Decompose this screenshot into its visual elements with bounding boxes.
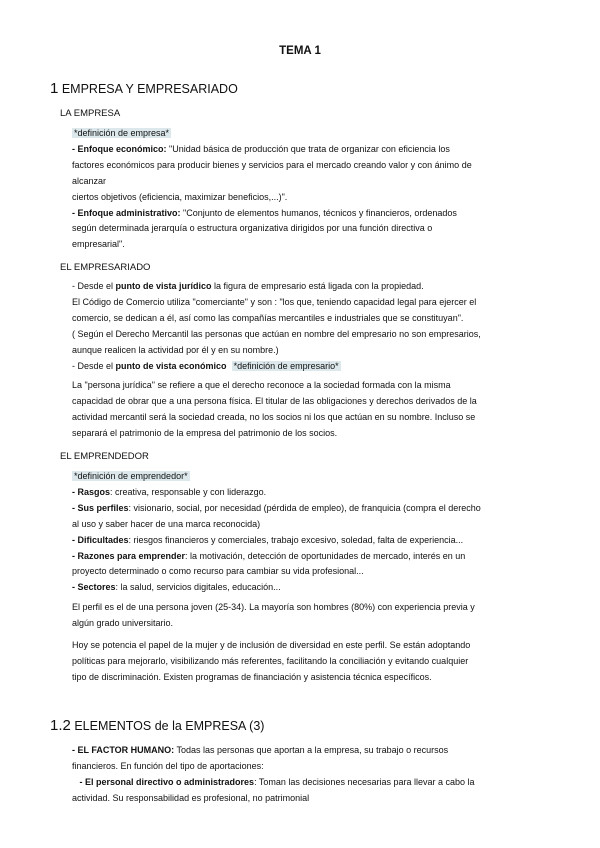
text-line: aunque realicen la actividad por él y en su nombre.) xyxy=(72,344,279,355)
perfil-paragraph xyxy=(72,600,527,632)
text-line: tipo de discriminación. Existen programas de financiación y asistencia técnica específicos. xyxy=(72,671,432,682)
text-line: La "persona jurídica" se refiere a que el derecho reconoce a la sociedad formada con la misma xyxy=(72,380,451,390)
rasgos-text: : creativa, responsable y con liderazgo. xyxy=(110,486,267,497)
punto-vista-economico: punto de vista económico xyxy=(115,360,227,371)
dificultades-text: : riesgos financieros y comerciales, trabajo excesivo, soledad, falta de experiencia... xyxy=(128,534,464,545)
perfiles-text: : visionario, social, por necesidad (pérdida de empleo), de franquicia (compra el derecho xyxy=(128,502,481,513)
text-line: factores económicos para producir bienes y servicios para el mercado creando valor y con ánimo de xyxy=(72,159,472,170)
text-line: capacidad de obrar que a una persona física. El titular de las obligaciones y derechos derivados de la xyxy=(72,395,477,406)
section-1-heading xyxy=(50,80,238,97)
section-1-2-title: ELEMENTOS de la EMPRESA (3) xyxy=(74,719,265,733)
dificultades-label: - Dificultades xyxy=(72,534,129,545)
section-1-number: 1 xyxy=(50,80,59,97)
section-1-title: EMPRESA Y EMPRESARIADO xyxy=(61,82,238,96)
subheading-el-emprendedor: EL EMPRENDEDOR xyxy=(60,451,149,462)
text-line: actividad. Su responsabilidad es profesional, no patrimonial xyxy=(72,792,310,803)
text-line: ( Según el Derecho Mercantil las personas que actúan en nombre del empresario no son empresarios, xyxy=(72,328,481,339)
document-title: TEMA 1 xyxy=(279,45,321,57)
sectores-label: - Sectores xyxy=(72,582,116,593)
enfoque-economico-text: "Unidad básica de producción que trata de organizar con eficiencia los xyxy=(166,143,450,154)
emprendedor-list xyxy=(72,469,527,596)
text-line: financieros. En función del tipo de aportaciones: xyxy=(72,760,264,771)
factor-humano-text: Todas las personas que aportan a la empresa, su trabajo o recursos xyxy=(174,745,449,755)
enfoque-administrativo-label: - Enfoque administrativo: xyxy=(72,207,181,218)
subheading-la-empresa: LA EMPRESA xyxy=(60,108,121,119)
enfoque-administrativo-text: "Conjunto de elementos humanos, técnicos y financieros, ordenados xyxy=(180,207,457,218)
personal-directivo-label: - El personal directivo o administradores xyxy=(79,776,255,787)
text-fragment: - Desde el xyxy=(72,281,116,291)
text-fragment: - Desde el xyxy=(72,360,116,371)
rasgos-label: - Rasgos xyxy=(72,486,111,497)
sectores-text: : la salud, servicios digitales, educación... xyxy=(115,582,281,593)
highlight-definicion-emprendedor: *definición de emprendedor* xyxy=(74,471,188,481)
section-1-2-heading xyxy=(50,717,264,734)
text-line: Hoy se potencia el papel de la mujer y de inclusión de diversidad en este perfil. Se están adoptando xyxy=(72,640,471,650)
factor-humano-label: - EL FACTOR HUMANO: xyxy=(72,745,175,755)
elementos-text xyxy=(72,743,527,807)
highlight-definicion-empresario: *definición de empresario* xyxy=(233,360,339,371)
enfoque-economico-label: - Enfoque económico: xyxy=(72,143,167,154)
section-1-2-number: 1.2 xyxy=(50,717,71,734)
text-line: actividad mercantil será la sociedad creada, no los socios ni los que actúan en su nombre. Incluso se xyxy=(72,411,476,422)
text-line: separará el patrimonio de la empresa del patrimonio de los socios. xyxy=(72,427,338,438)
text-line: ciertos objetivos (eficiencia, maximizar beneficios,...)". xyxy=(72,191,288,202)
razones-text: : la motivación, detección de oportunidades de mercado, interés en un xyxy=(185,550,466,561)
razones-label: - Razones para emprender xyxy=(72,550,186,561)
text-line: políticas para mejorarlo, visibilizando más referentes, facilitando la conciliación y evitando cualquier xyxy=(72,655,469,666)
personal-directivo-text: : Toman las decisiones necesarias para llevar a cabo la xyxy=(254,776,475,787)
text-line: algún grado universitario. xyxy=(72,617,174,628)
empresariado-text xyxy=(72,279,527,374)
text-line: según determinada jerarquía o estructura organizativa dirigidos por una función directiva o xyxy=(72,223,433,234)
text-fragment: la figura de empresario está ligada con la propiedad. xyxy=(211,281,424,291)
diversidad-paragraph xyxy=(72,638,527,686)
punto-vista-juridico: punto de vista jurídico xyxy=(115,281,212,291)
text-line: proyecto determinado o como recurso para cambiar su vida profesional... xyxy=(72,566,364,577)
persona-juridica-paragraph xyxy=(72,378,527,442)
text-line: El Código de Comercio utiliza "comerciante" y son : "los que, teniendo capacidad legal para ejercer el xyxy=(72,296,477,307)
highlight-definicion-empresa: *definición de empresa* xyxy=(74,128,170,138)
text-line: empresarial". xyxy=(72,239,125,250)
text-line: El perfil es el de una persona joven (25-34). La mayoría son hombres (80%) con experiencia previa y xyxy=(72,602,475,612)
text-line: comercio, se dedican a él, así como las compañías mercantiles e industriales que se constituyan". xyxy=(72,312,464,323)
text-line: al uso y saber hacer de una marca reconocida) xyxy=(72,518,261,529)
perfiles-label: - Sus perfiles xyxy=(72,502,129,513)
subheading-el-empresariado: EL EMPRESARIADO xyxy=(60,262,151,273)
text-line: alcanzar xyxy=(72,175,107,186)
empresa-definitions xyxy=(72,126,527,253)
